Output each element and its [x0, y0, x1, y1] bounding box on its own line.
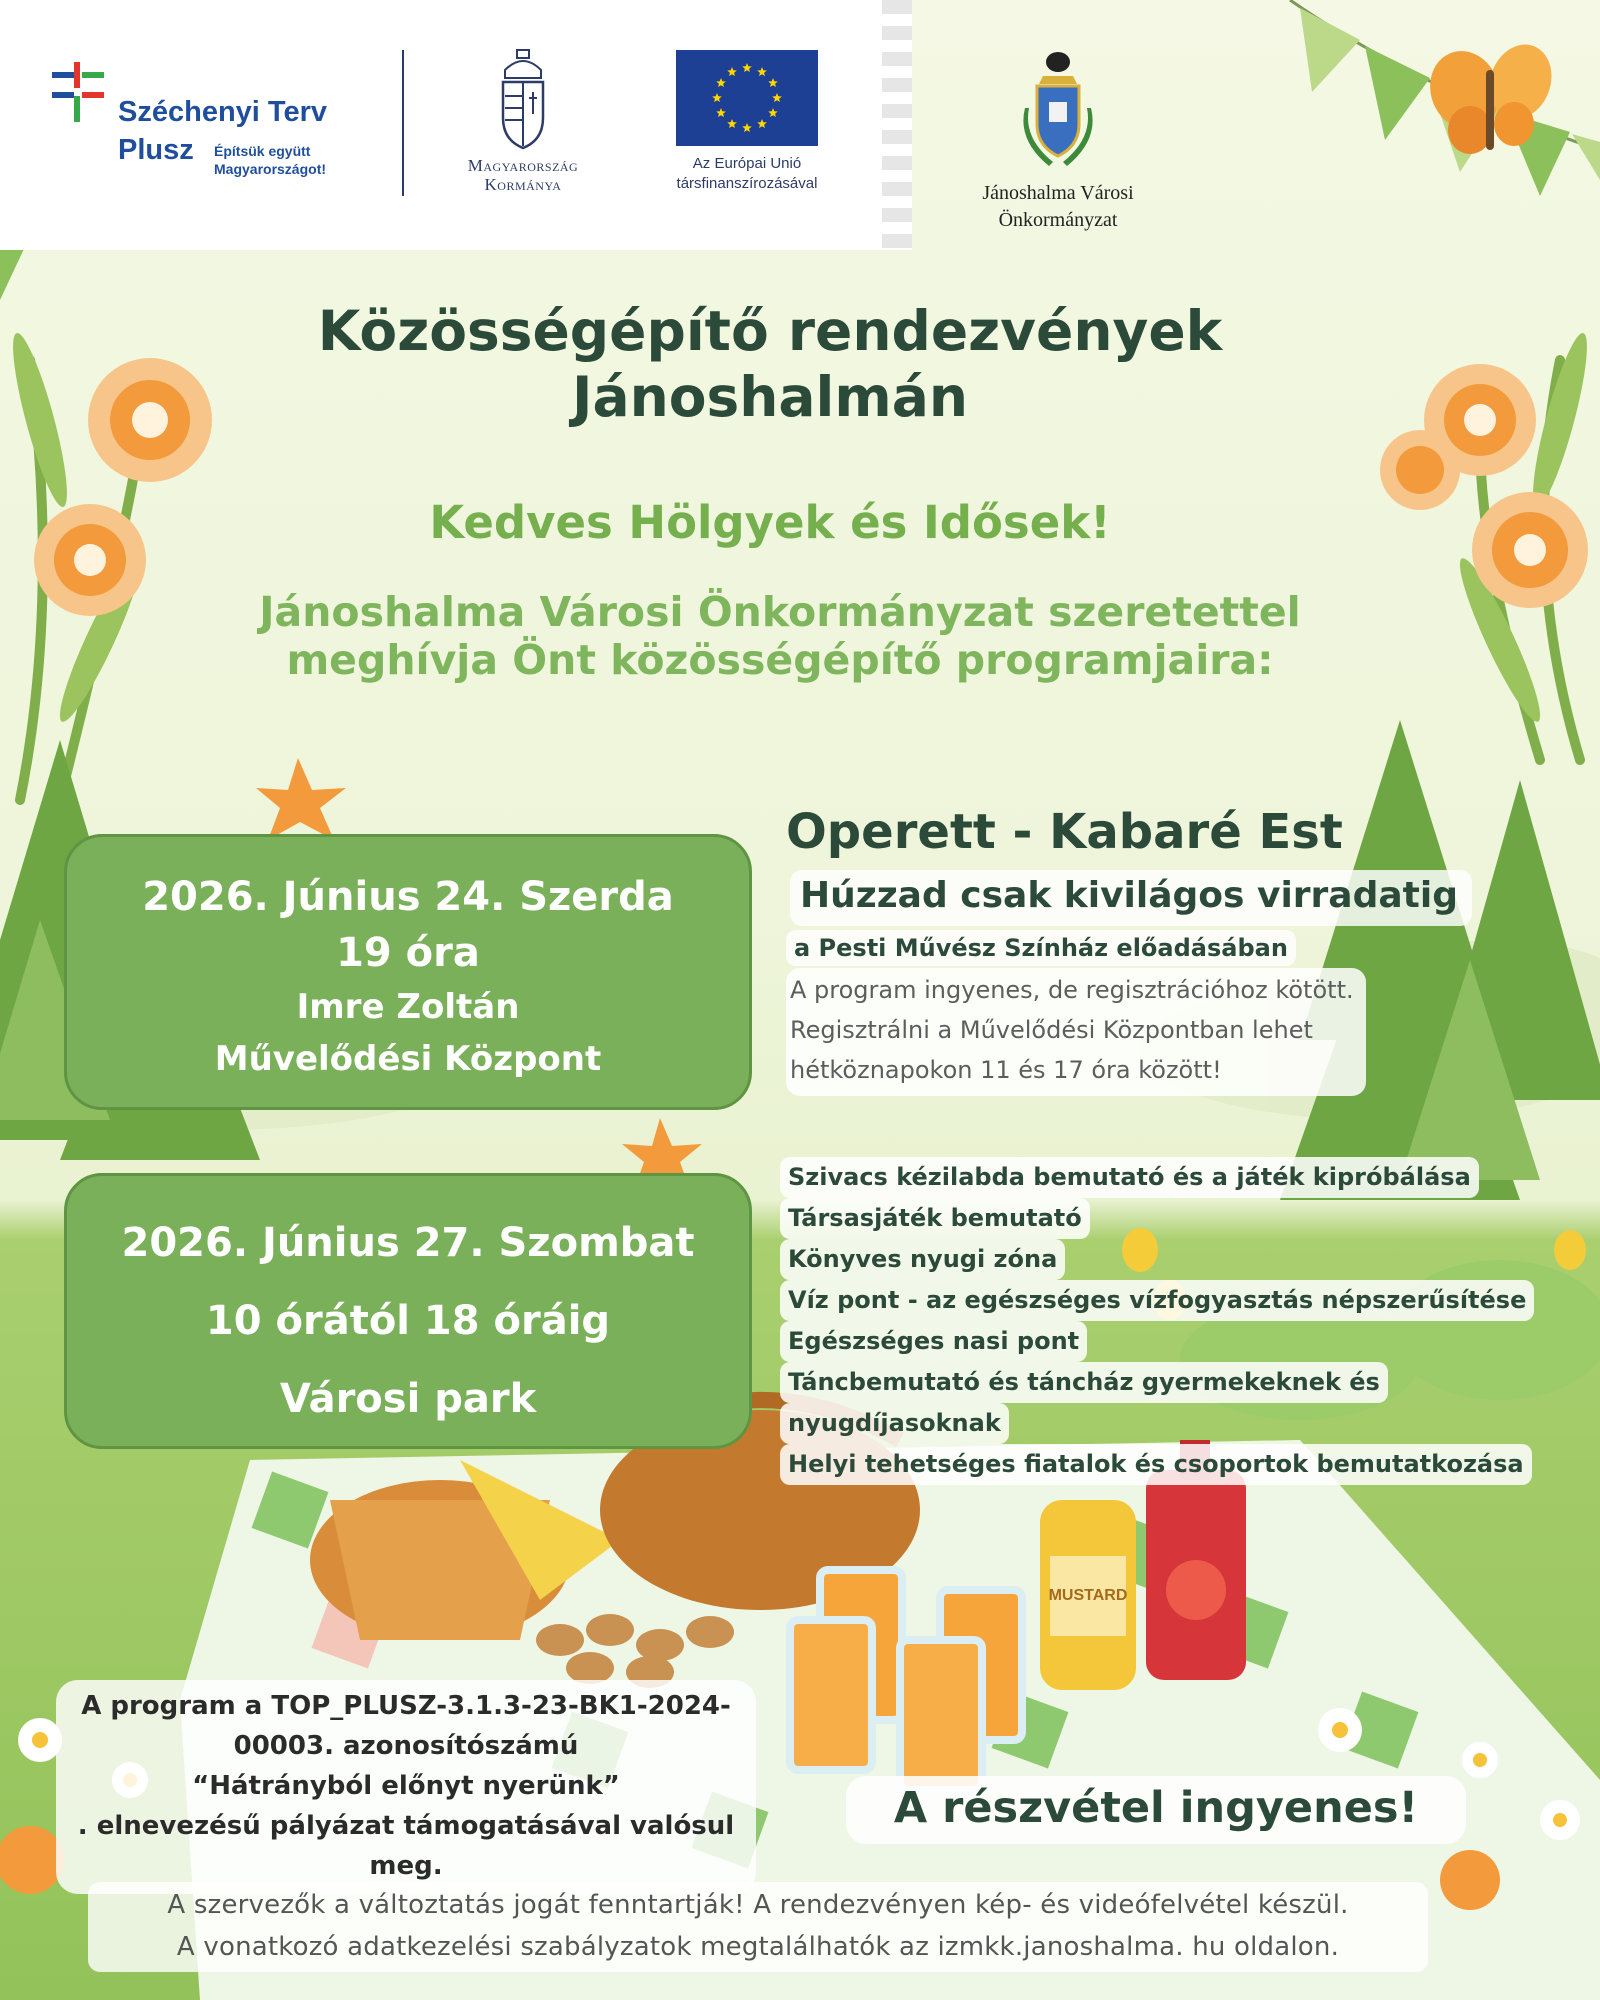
funding-line: 00003. azonosítószámú: [233, 1731, 579, 1761]
event1-note: [786, 968, 1366, 1096]
page-title: Közösségépítő rendezvények Jánoshalmán: [317, 299, 1223, 429]
event1-venue-line2: Művelődési Központ: [214, 1039, 602, 1079]
government-logo: [438, 48, 608, 194]
eu-logo: [672, 50, 822, 194]
funding-line: . elnevezésű pályázat támogatásával valósul: [77, 1811, 735, 1841]
intro-text: Jánoshalma Városi Önkormányzat szeretettel meghívja Önt közösségépítő programjaira:: [259, 588, 1301, 684]
event1-venue-line1: Imre Zoltán: [296, 987, 520, 1027]
event1-subtitle: Húzzad csak kivilágos virradatig: [790, 870, 1472, 926]
event1-time: 19 óra: [336, 930, 480, 976]
event2-date: 2026. Június 27. Szombat: [121, 1220, 695, 1266]
szechenyi-title: Széchenyi Terv: [118, 96, 328, 128]
funding-note: [56, 1680, 756, 1894]
event2-program-list: [780, 1157, 1534, 1485]
event1-box: [64, 834, 752, 1110]
logo-header: [0, 0, 1134, 250]
program-item: nyugdíjasoknak: [780, 1403, 1009, 1444]
program-item: Szivacs kézilabda bemutató és a játék kipróbálása: [780, 1157, 1479, 1198]
city-logo: [948, 48, 1168, 234]
program-item: Víz pont - az egészséges vízfogyasztás népszerűsítése: [780, 1280, 1534, 1321]
logo-divider: [402, 50, 404, 196]
disclaimer-line: A szervezők a változtatás jogát fenntartják! A rendezvényen kép- és videófelvétel készül.: [167, 1890, 1349, 1920]
event1-performer: a Pesti Művész Színház előadásában: [786, 930, 1296, 966]
free-participation-badge: A részvétel ingyenes!: [846, 1776, 1466, 1844]
program-item: Társasjáték bemutató: [780, 1198, 1090, 1239]
event1-title: Operett - Kabaré Est: [786, 804, 1343, 860]
program-item: Táncbemutató és táncház gyermekeknek és: [780, 1362, 1388, 1403]
program-item: Könyves nyugi zóna: [780, 1239, 1065, 1280]
eu-flag-icon: [676, 50, 818, 146]
city-text: Jánoshalma Városi Önkormányzat: [982, 182, 1134, 231]
chevron-decoration: [882, 0, 912, 250]
event1-date: 2026. Június 24. Szerda: [142, 874, 674, 920]
program-item: Helyi tehetséges fiatalok és csoportok bemutatkozása: [780, 1444, 1532, 1485]
program-item: Egészséges nasi pont: [780, 1321, 1087, 1362]
disclaimer-line: A vonatkozó adatkezelési szabályzatok megtalálhatók az izmkk.janoshalma. hu oldalon.: [176, 1932, 1340, 1962]
disclaimer: [88, 1882, 1428, 1972]
funding-line: meg.: [369, 1851, 443, 1881]
event1-note-line: A program ingyenes, de regisztrációhoz kötött.: [790, 976, 1354, 1004]
event1-note-line: hétköznapokon 11 és 17 óra között!: [790, 1056, 1222, 1084]
mustard-label: MUSTARD: [1048, 1587, 1128, 1604]
eu-text: Az Európai Unió társfinanszírozásával: [676, 155, 818, 192]
funding-line: “Hátrányból előnyt nyerünk”: [192, 1771, 620, 1801]
greeting: Kedves Hölgyek és Idősek!: [429, 496, 1111, 549]
funding-line: A program a TOP_PLUSZ-3.1.3-23-BK1-2024-: [81, 1691, 731, 1721]
event2-time: 10 órától 18 óráig: [205, 1298, 611, 1344]
event2-box: [64, 1173, 752, 1449]
szechenyi-cross-icon: [48, 62, 108, 122]
government-text: Magyarország Kormánya: [467, 156, 579, 194]
szechenyi-tagline: Építsük együtt Magyarországot!: [214, 143, 327, 177]
event1-note-line: Regisztrálni a Művelődési Központban lehet: [790, 1016, 1313, 1044]
hungarian-crest-icon: [493, 48, 553, 152]
event2-venue: Városi park: [279, 1376, 537, 1422]
szechenyi-subtitle: Plusz: [118, 134, 194, 166]
city-crest-icon: [1023, 48, 1093, 166]
